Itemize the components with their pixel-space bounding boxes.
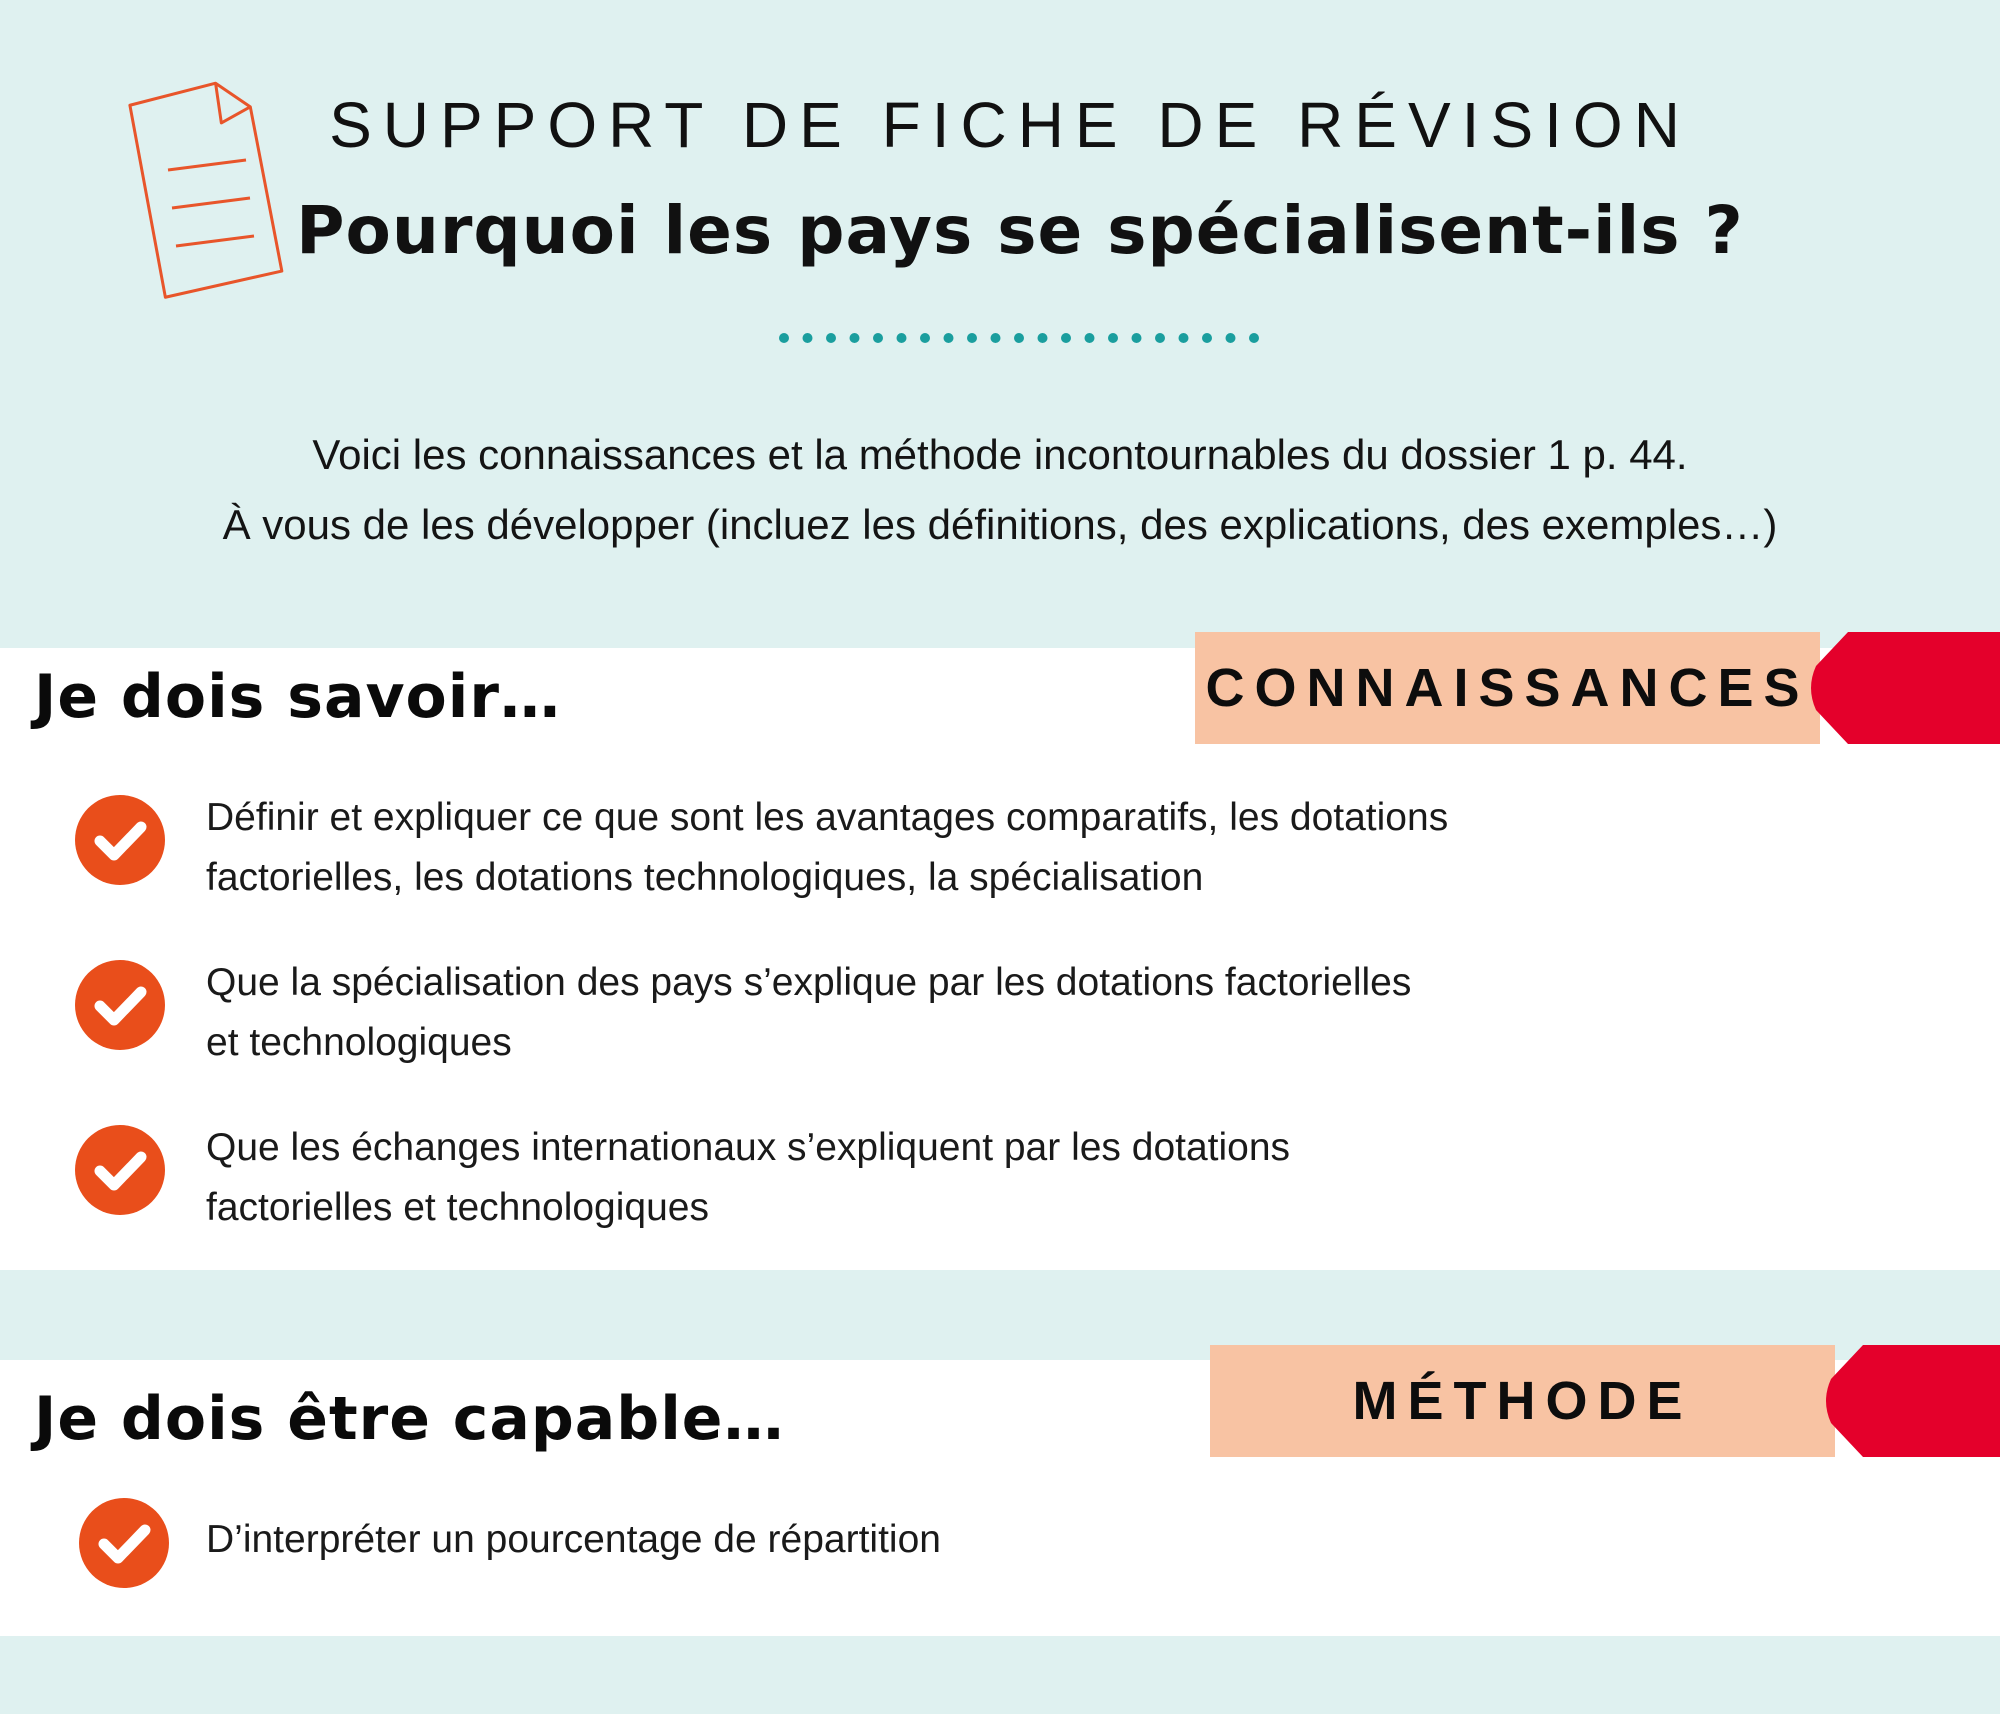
divider-dot xyxy=(826,333,836,343)
check-circle-icon xyxy=(78,1497,170,1589)
divider-dot xyxy=(1085,333,1095,343)
divider-dot xyxy=(991,333,1001,343)
knowledge-item-1: Définir et expliquer ce que sont les avantages comparatifs, les dotations factorielles, les dotations technologiques, la spécialisation xyxy=(206,796,1449,899)
divider-dot xyxy=(1014,333,1024,343)
method-item-1: D’interpréter un pourcentage de répartition xyxy=(206,1518,941,1561)
divider-dot xyxy=(920,333,930,343)
divider-dot xyxy=(873,333,883,343)
page-title: Pourquoi les pays se spécialisent-ils ? xyxy=(296,192,1744,269)
check-circle-icon xyxy=(74,794,166,886)
knowledge-heading: Je dois savoir… xyxy=(34,662,561,732)
divider-dot xyxy=(1155,333,1165,343)
page-kicker: SUPPORT DE FICHE DE RÉVISION xyxy=(329,89,1691,161)
divider-dot xyxy=(1132,333,1142,343)
flag-ribbon-icon xyxy=(1815,1345,2000,1457)
check-circle-icon xyxy=(74,959,166,1051)
intro-text xyxy=(0,420,2000,560)
divider-dot xyxy=(1038,333,1048,343)
method-tag-label: MÉTHODE xyxy=(1352,1371,1693,1431)
knowledge-item-2: Que la spécialisation des pays s’explique par les dotations factorielles et technologiques xyxy=(206,961,1412,1064)
check-circle-icon xyxy=(74,1124,166,1216)
divider-dot xyxy=(1249,333,1259,343)
divider-dot xyxy=(967,333,977,343)
knowledge-tag-label: CONNAISSANCES xyxy=(1205,658,1810,718)
divider-dot xyxy=(1061,333,1071,343)
divider-dot xyxy=(803,333,813,343)
knowledge-tag xyxy=(1195,632,1820,744)
divider-dot xyxy=(897,333,907,343)
divider-dot xyxy=(1226,333,1236,343)
divider-dot xyxy=(1179,333,1189,343)
dotted-divider xyxy=(776,330,1262,346)
divider-dot xyxy=(1202,333,1212,343)
method-tag xyxy=(1210,1345,1835,1457)
flag-ribbon-icon xyxy=(1800,632,2000,744)
divider-dot xyxy=(850,333,860,343)
intro-line-2: À vous de les développer (incluez les définitions, des explications, des exemples…) xyxy=(222,501,1778,548)
divider-dot xyxy=(1108,333,1118,343)
divider-dot xyxy=(944,333,954,343)
knowledge-item-3: Que les échanges internationaux s’expliquent par les dotations factorielles et technologiques xyxy=(206,1126,1291,1229)
method-heading: Je dois être capable… xyxy=(34,1384,785,1454)
divider-dot xyxy=(779,333,789,343)
intro-line-1: Voici les connaissances et la méthode incontournables du dossier 1 p. 44. xyxy=(312,431,1688,478)
